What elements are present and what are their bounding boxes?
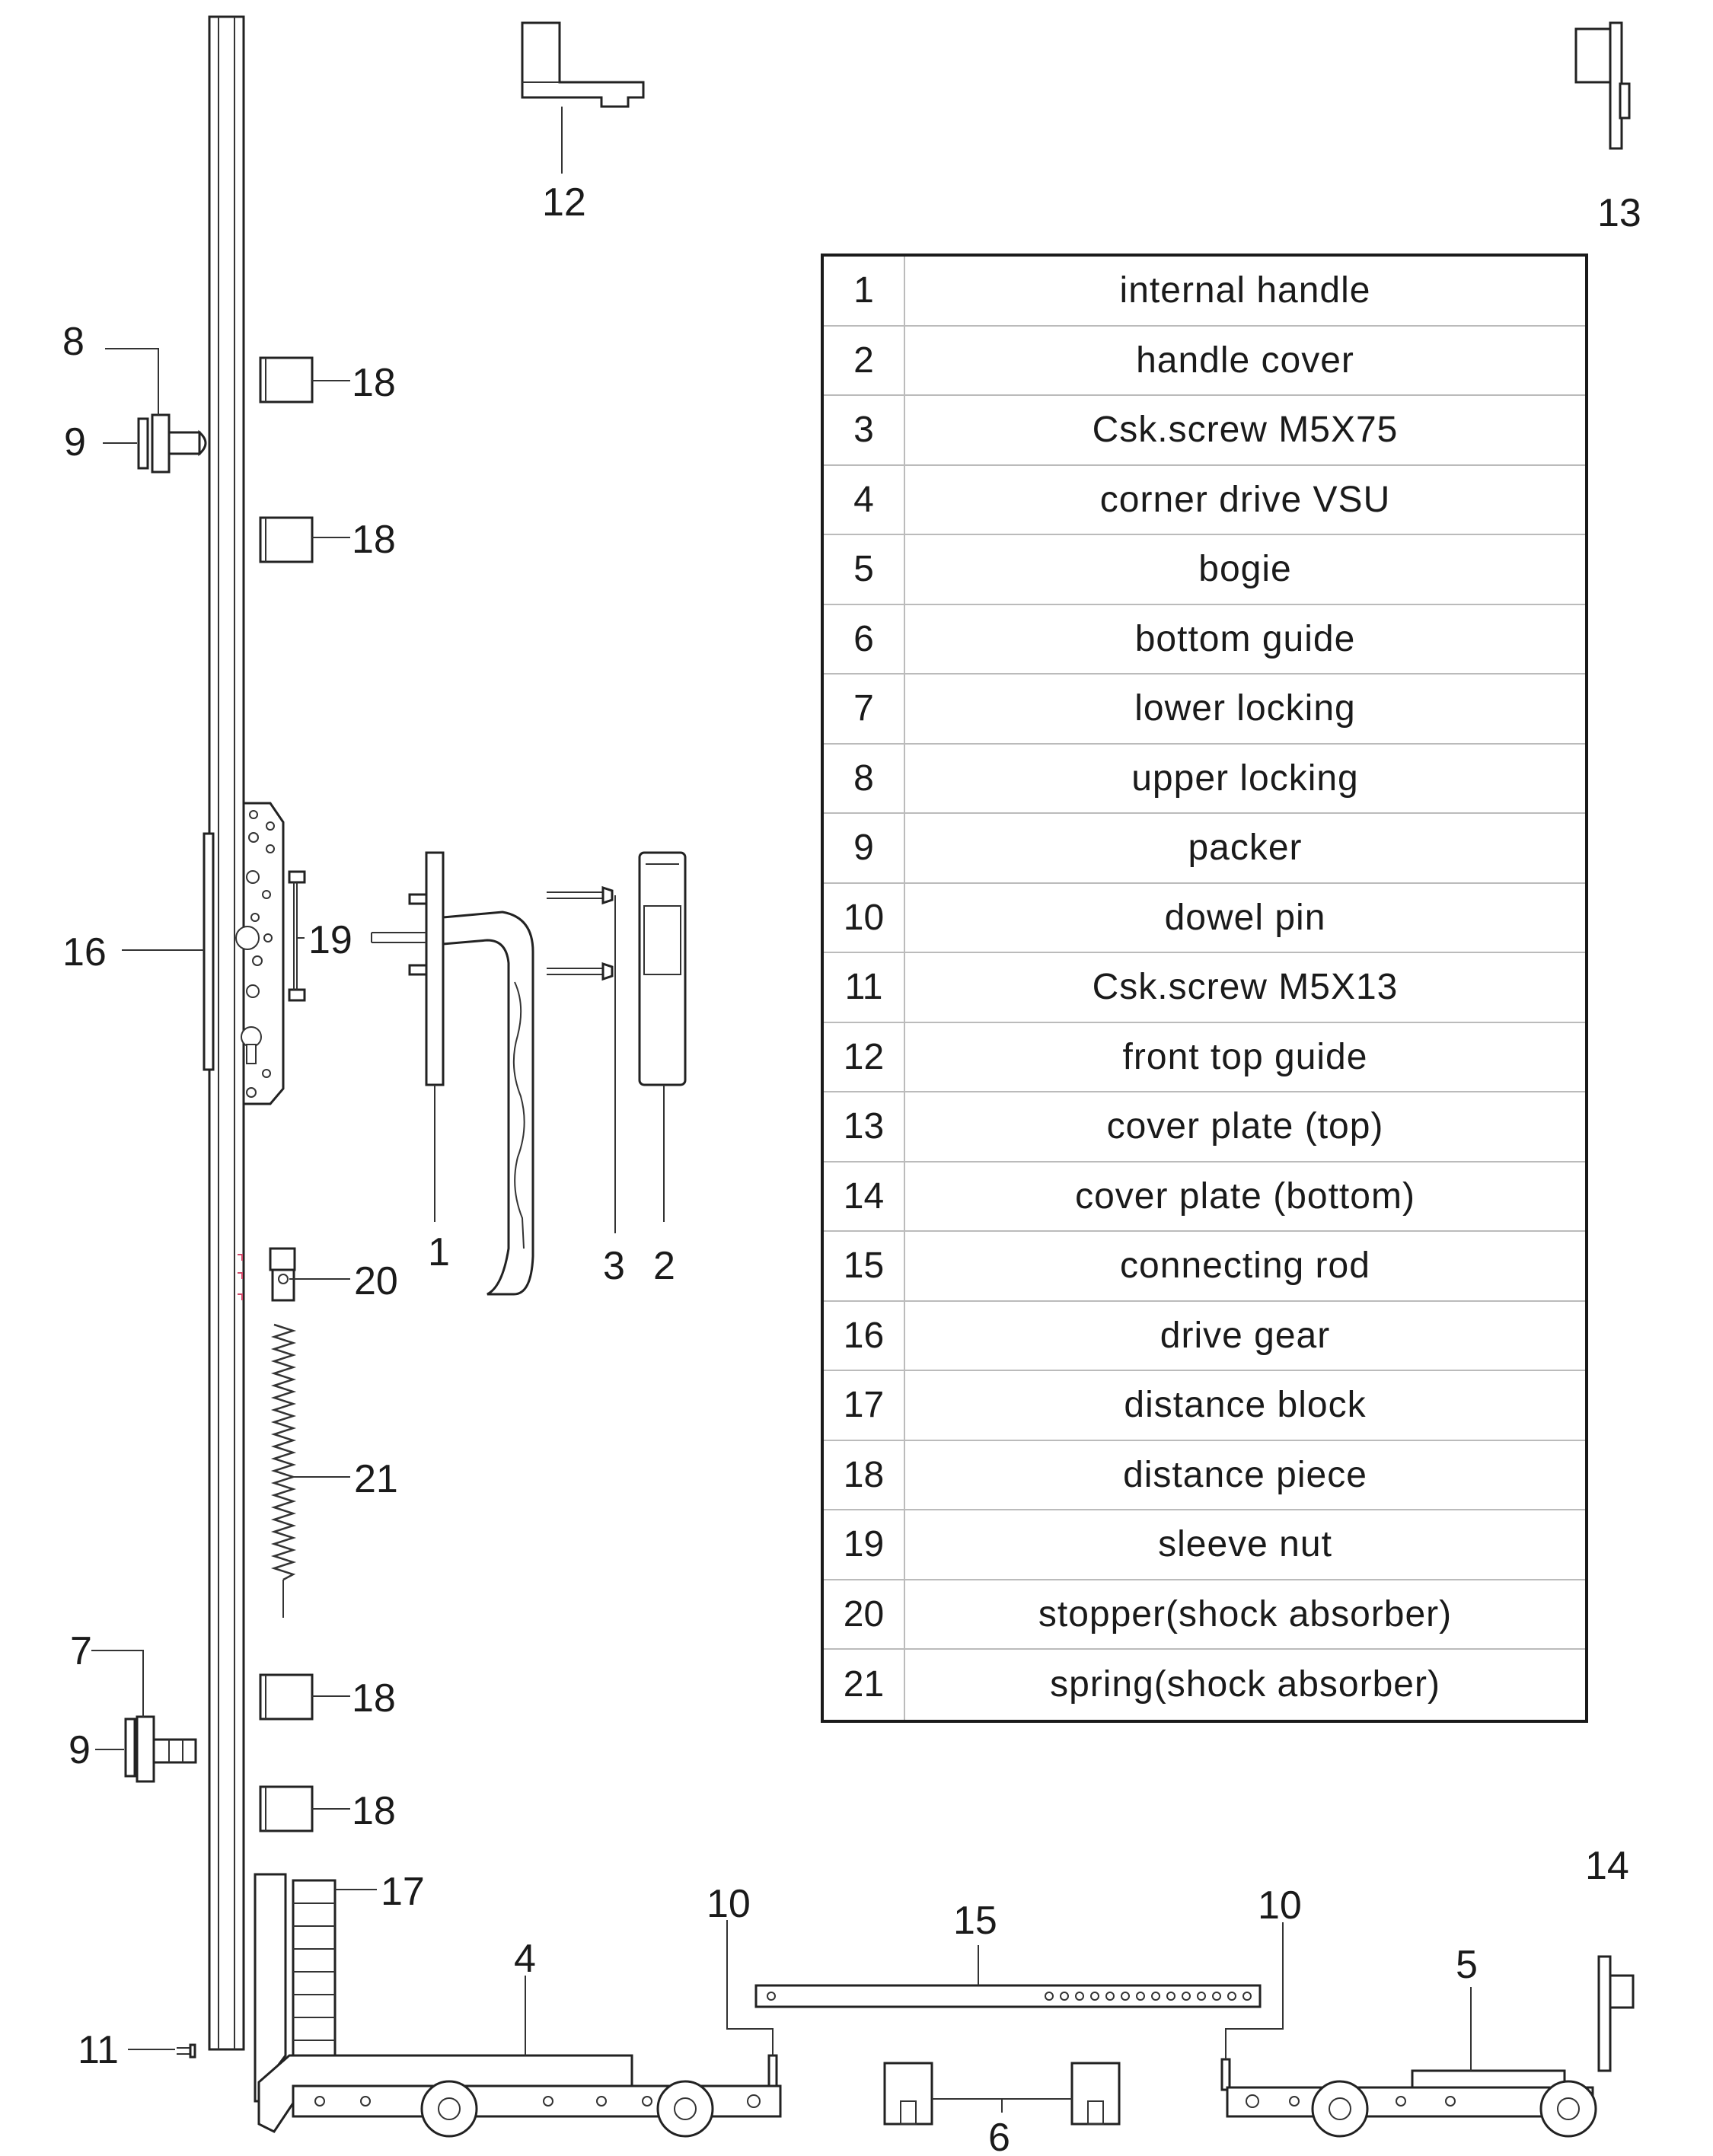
part-description-cell: front top guide: [1122, 1036, 1368, 1077]
callout-10-left: 10: [707, 1882, 751, 1926]
part-description-cell: internal handle: [1119, 270, 1371, 311]
drive-gear-rail: [204, 17, 244, 2049]
part-description-cell: sleeve nut: [1158, 1524, 1332, 1565]
parts-table-row: [824, 257, 1585, 327]
part-number-cell: 19: [824, 1510, 905, 1579]
callout-13: 13: [1597, 191, 1641, 235]
parts-table-row: [824, 884, 1585, 954]
cover-plate-bottom: [1599, 1957, 1633, 2071]
part-number-cell: 9: [824, 814, 905, 882]
upper-locking: [103, 349, 206, 472]
parts-table-row: [824, 1371, 1585, 1441]
callout-18-b: 18: [352, 518, 396, 562]
part-number-cell: 12: [824, 1023, 905, 1092]
parts-table-row: [824, 814, 1585, 884]
countersunk-screw: [547, 888, 615, 1233]
parts-table-row: [824, 1232, 1585, 1302]
parts-list-table: [821, 254, 1588, 1723]
part-description-cell: Csk.screw M5X13: [1092, 967, 1399, 1008]
callout-15: 15: [953, 1899, 997, 1943]
part-description-cell: drive gear: [1160, 1315, 1331, 1356]
part-number-cell: 13: [824, 1092, 905, 1161]
part-description-cell: stopper(shock absorber): [1038, 1593, 1453, 1635]
part-description-cell: Csk.screw M5X75: [1092, 410, 1399, 451]
part-description-cell: distance block: [1124, 1385, 1367, 1426]
part-description-cell: handle cover: [1136, 340, 1354, 381]
bottom-guide: [885, 2063, 1119, 2124]
part-number-cell: 11: [824, 953, 905, 1022]
callout-18-d: 18: [352, 1789, 396, 1833]
part-description-cell: cover plate (bottom): [1075, 1175, 1415, 1217]
sleeve-nut: [289, 872, 305, 1000]
part-description-cell: spring(shock absorber): [1050, 1664, 1440, 1705]
part-description-cell: dowel pin: [1164, 897, 1326, 938]
callout-18-a: 18: [352, 361, 396, 405]
parts-table-row: [824, 466, 1585, 536]
callout-10-right: 10: [1258, 1883, 1302, 1928]
parts-table-row: [824, 745, 1585, 815]
cover-plate-top: [1576, 23, 1629, 148]
parts-table-row: [824, 675, 1585, 745]
callout-14: 14: [1585, 1844, 1629, 1888]
callout-19: 19: [308, 918, 352, 962]
part-number-cell: 21: [824, 1650, 905, 1720]
part-number-cell: 7: [824, 675, 905, 743]
part-description-cell: bogie: [1198, 549, 1292, 590]
connecting-rod: [756, 1945, 1260, 2007]
parts-table-row: [824, 1510, 1585, 1580]
part-number-cell: 15: [824, 1232, 905, 1300]
part-number-cell: 6: [824, 605, 905, 674]
callout-3: 3: [603, 1244, 625, 1288]
parts-table-row: [824, 1092, 1585, 1163]
part-number-cell: 8: [824, 745, 905, 813]
callout-21: 21: [354, 1457, 398, 1501]
part-description-cell: bottom guide: [1134, 618, 1356, 659]
callout-12: 12: [542, 180, 586, 225]
callout-6: 6: [988, 2116, 1010, 2156]
parts-table-row: [824, 1163, 1585, 1233]
callout-9-lower: 9: [69, 1728, 91, 1772]
spring: [274, 1325, 350, 1618]
distance-block: [293, 1880, 377, 2063]
callout-2: 2: [653, 1244, 675, 1288]
part-description-cell: corner drive VSU: [1099, 479, 1391, 520]
parts-table-row: [824, 1302, 1585, 1372]
callout-20: 20: [354, 1259, 398, 1303]
parts-table-row: [824, 535, 1585, 605]
part-number-cell: 1: [824, 257, 905, 325]
handle-cover: [640, 853, 685, 1222]
part-number-cell: 18: [824, 1441, 905, 1510]
callout-7: 7: [70, 1629, 92, 1673]
parts-table-row: [824, 605, 1585, 675]
parts-table-row: [824, 1023, 1585, 1093]
callout-16: 16: [62, 930, 107, 974]
part-number-cell: 16: [824, 1302, 905, 1370]
part-number-cell: 17: [824, 1371, 905, 1440]
part-description-cell: distance piece: [1123, 1454, 1367, 1495]
callout-18-c: 18: [352, 1676, 396, 1721]
parts-table-row: [824, 953, 1585, 1023]
small-screw: [128, 2045, 195, 2057]
parts-table-row: [824, 1580, 1585, 1650]
part-description-cell: upper locking: [1131, 757, 1359, 799]
internal-handle: [372, 853, 533, 1294]
callout-5: 5: [1456, 1943, 1478, 1987]
callout-4: 4: [514, 1937, 536, 1981]
part-description-cell: lower locking: [1134, 688, 1356, 729]
gear-housing: [236, 803, 283, 1104]
part-number-cell: 2: [824, 327, 905, 395]
part-description-cell: packer: [1188, 828, 1303, 869]
callout-11: 11: [78, 2028, 119, 2072]
part-number-cell: 4: [824, 466, 905, 534]
part-description-cell: cover plate (top): [1106, 1106, 1384, 1147]
callout-8: 8: [62, 320, 85, 364]
parts-table-row: [824, 1441, 1585, 1511]
parts-table-row: [824, 1650, 1585, 1720]
part-number-cell: 20: [824, 1580, 905, 1649]
part-number-cell: 14: [824, 1163, 905, 1231]
lower-locking: [91, 1650, 196, 1781]
part-number-cell: 10: [824, 884, 905, 952]
part-description-cell: connecting rod: [1120, 1245, 1370, 1287]
callout-9-upper: 9: [64, 420, 86, 464]
part-number-cell: 5: [824, 535, 905, 604]
parts-table-row: [824, 327, 1585, 397]
front-top-guide: [522, 23, 643, 174]
parts-table-row: [824, 396, 1585, 466]
stopper: [238, 1249, 350, 1300]
part-number-cell: 3: [824, 396, 905, 464]
callout-1: 1: [428, 1230, 450, 1274]
callout-17: 17: [381, 1870, 425, 1914]
